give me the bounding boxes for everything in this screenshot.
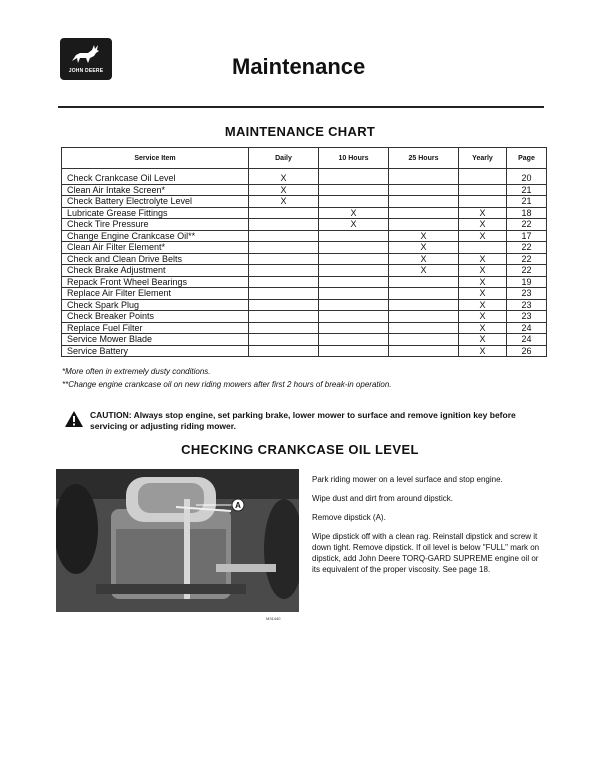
- interval-mark-cell: [249, 242, 319, 254]
- table-row: [62, 219, 547, 231]
- service-item-cell: Check Breaker Points: [62, 311, 249, 323]
- interval-mark-cell: X: [459, 276, 507, 288]
- service-item-cell: Replace Fuel Filter: [62, 322, 249, 334]
- interval-mark-cell: X: [249, 196, 319, 208]
- interval-mark-cell: [459, 184, 507, 196]
- page-cell: 21: [507, 196, 547, 208]
- column-header: Yearly: [459, 148, 507, 169]
- page-cell: 22: [507, 253, 547, 265]
- interval-mark-cell: [389, 334, 459, 346]
- interval-mark-cell: [319, 288, 389, 300]
- interval-mark-cell: [249, 219, 319, 231]
- deer-icon: [68, 41, 104, 67]
- column-header: 10 Hours: [319, 148, 389, 169]
- step-text: Remove dipstick (A).: [312, 513, 386, 522]
- chart-title: MAINTENANCE CHART: [224, 124, 376, 139]
- interval-mark-cell: X: [459, 207, 507, 219]
- table-row: [62, 230, 547, 242]
- service-item-cell: Change Engine Crankcase Oil**: [62, 230, 249, 242]
- service-item-cell: Check Crankcase Oil Level: [62, 169, 249, 185]
- interval-mark-cell: X: [459, 345, 507, 357]
- table-row: [62, 253, 547, 265]
- service-item-cell: Check Spark Plug: [62, 299, 249, 311]
- interval-mark-cell: [319, 253, 389, 265]
- interval-mark-cell: X: [319, 207, 389, 219]
- engine-dipstick-photo: [56, 469, 299, 612]
- interval-mark-cell: [249, 334, 319, 346]
- service-item-cell: Clean Air Intake Screen*: [62, 184, 249, 196]
- interval-mark-cell: X: [249, 169, 319, 185]
- table-row: [62, 345, 547, 357]
- interval-mark-cell: [319, 322, 389, 334]
- page-cell: 22: [507, 219, 547, 231]
- photo-reference: M31440: [266, 616, 281, 621]
- interval-mark-cell: [249, 322, 319, 334]
- interval-mark-cell: [249, 253, 319, 265]
- interval-mark-cell: [389, 311, 459, 323]
- service-item-cell: Replace Air Filter Element: [62, 288, 249, 300]
- page-cell: 24: [507, 334, 547, 346]
- interval-mark-cell: X: [389, 253, 459, 265]
- page-cell: 23: [507, 299, 547, 311]
- interval-mark-cell: X: [459, 253, 507, 265]
- interval-mark-cell: X: [459, 322, 507, 334]
- interval-mark-cell: [389, 345, 459, 357]
- interval-mark-cell: [319, 265, 389, 277]
- interval-mark-cell: [249, 288, 319, 300]
- interval-mark-cell: [459, 242, 507, 254]
- page-cell: 22: [507, 242, 547, 254]
- interval-mark-cell: X: [389, 230, 459, 242]
- interval-mark-cell: [389, 219, 459, 231]
- warning-icon: [64, 410, 84, 428]
- column-header: Service Item: [62, 148, 249, 169]
- interval-mark-cell: [389, 207, 459, 219]
- interval-mark-cell: [249, 207, 319, 219]
- page-cell: 17: [507, 230, 547, 242]
- interval-mark-cell: [319, 242, 389, 254]
- table-row: [62, 276, 547, 288]
- interval-mark-cell: [389, 322, 459, 334]
- table-row: [62, 334, 547, 346]
- interval-mark-cell: [319, 230, 389, 242]
- page-cell: 22: [507, 265, 547, 277]
- page-cell: 26: [507, 345, 547, 357]
- john-deere-logo: [60, 38, 112, 80]
- column-header: Page: [507, 148, 547, 169]
- interval-mark-cell: [249, 299, 319, 311]
- interval-mark-cell: X: [459, 288, 507, 300]
- interval-mark-cell: [319, 184, 389, 196]
- service-item-cell: Lubricate Grease Fittings: [62, 207, 249, 219]
- header-divider: [58, 106, 544, 108]
- interval-mark-cell: X: [459, 334, 507, 346]
- interval-mark-cell: [389, 196, 459, 208]
- service-item-cell: Check Brake Adjustment: [62, 265, 249, 277]
- step-text: Wipe dipstick off with a clean rag. Reinstall dipstick and screw it down tight. Remove dipstick. If oil level is below "FULL" mark on dipstick, add John Deere TORQ-GARD SUPREME engine oil or its equivalent of the proper viscosity. See page 18.: [312, 532, 540, 574]
- page-cell: 24: [507, 322, 547, 334]
- oil-check-steps: [312, 474, 547, 583]
- interval-mark-cell: [319, 299, 389, 311]
- interval-mark-cell: [389, 299, 459, 311]
- page-cell: 23: [507, 288, 547, 300]
- step-text: Wipe dust and dirt from around dipstick.: [312, 494, 453, 503]
- interval-mark-cell: [249, 265, 319, 277]
- interval-mark-cell: X: [459, 265, 507, 277]
- callout-a: A: [235, 501, 241, 510]
- table-row: [62, 184, 547, 196]
- interval-mark-cell: [319, 345, 389, 357]
- interval-mark-cell: X: [389, 265, 459, 277]
- page-cell: 20: [507, 169, 547, 185]
- service-item-cell: Check Battery Electrolyte Level: [62, 196, 249, 208]
- table-row: [62, 169, 547, 185]
- table-row: [62, 242, 547, 254]
- footnote-dusty: *More often in extremely dusty conditions.: [62, 367, 211, 376]
- interval-mark-cell: X: [249, 184, 319, 196]
- interval-mark-cell: X: [459, 311, 507, 323]
- interval-mark-cell: [459, 169, 507, 185]
- table-row: [62, 288, 547, 300]
- interval-mark-cell: [319, 196, 389, 208]
- interval-mark-cell: [459, 196, 507, 208]
- column-header: 25 Hours: [389, 148, 459, 169]
- service-item-cell: Check and Clean Drive Belts: [62, 253, 249, 265]
- interval-mark-cell: [389, 288, 459, 300]
- section-title: CHECKING CRANKCASE OIL LEVEL: [181, 442, 419, 457]
- interval-mark-cell: [389, 169, 459, 185]
- page-cell: 21: [507, 184, 547, 196]
- chart-header-row: [62, 148, 547, 169]
- table-row: [62, 265, 547, 277]
- interval-mark-cell: X: [459, 219, 507, 231]
- interval-mark-cell: [249, 230, 319, 242]
- service-item-cell: Service Mower Blade: [62, 334, 249, 346]
- caution-text: CAUTION: Always stop engine, set parking brake, lower mower to surface and remove ignition key before servicing or adjusting riding mower.: [90, 410, 516, 431]
- service-item-cell: Check Tire Pressure: [62, 219, 249, 231]
- table-row: [62, 299, 547, 311]
- interval-mark-cell: [319, 276, 389, 288]
- interval-mark-cell: X: [459, 230, 507, 242]
- interval-mark-cell: [389, 276, 459, 288]
- interval-mark-cell: X: [459, 299, 507, 311]
- service-item-cell: Service Battery: [62, 345, 249, 357]
- maintenance-chart: [61, 147, 547, 357]
- table-row: [62, 196, 547, 208]
- column-header: Daily: [249, 148, 319, 169]
- page-cell: 23: [507, 311, 547, 323]
- table-row: [62, 322, 547, 334]
- interval-mark-cell: [319, 311, 389, 323]
- interval-mark-cell: [249, 311, 319, 323]
- service-item-cell: Repack Front Wheel Bearings: [62, 276, 249, 288]
- step-text: Park riding mower on a level surface and stop engine.: [312, 475, 503, 484]
- logo-text: JOHN DEERE: [68, 68, 104, 74]
- interval-mark-cell: X: [319, 219, 389, 231]
- page-cell: 19: [507, 276, 547, 288]
- interval-mark-cell: [249, 345, 319, 357]
- service-item-cell: Clean Air Filter Element*: [62, 242, 249, 254]
- footnote-break-in: **Change engine crankcase oil on new riding mowers after first 2 hours of break-in operation.: [62, 380, 392, 389]
- table-row: [62, 311, 547, 323]
- interval-mark-cell: [249, 276, 319, 288]
- page-cell: 18: [507, 207, 547, 219]
- page-title: Maintenance: [232, 54, 366, 79]
- interval-mark-cell: X: [389, 242, 459, 254]
- interval-mark-cell: [319, 169, 389, 185]
- interval-mark-cell: [389, 184, 459, 196]
- interval-mark-cell: [319, 334, 389, 346]
- table-row: [62, 207, 547, 219]
